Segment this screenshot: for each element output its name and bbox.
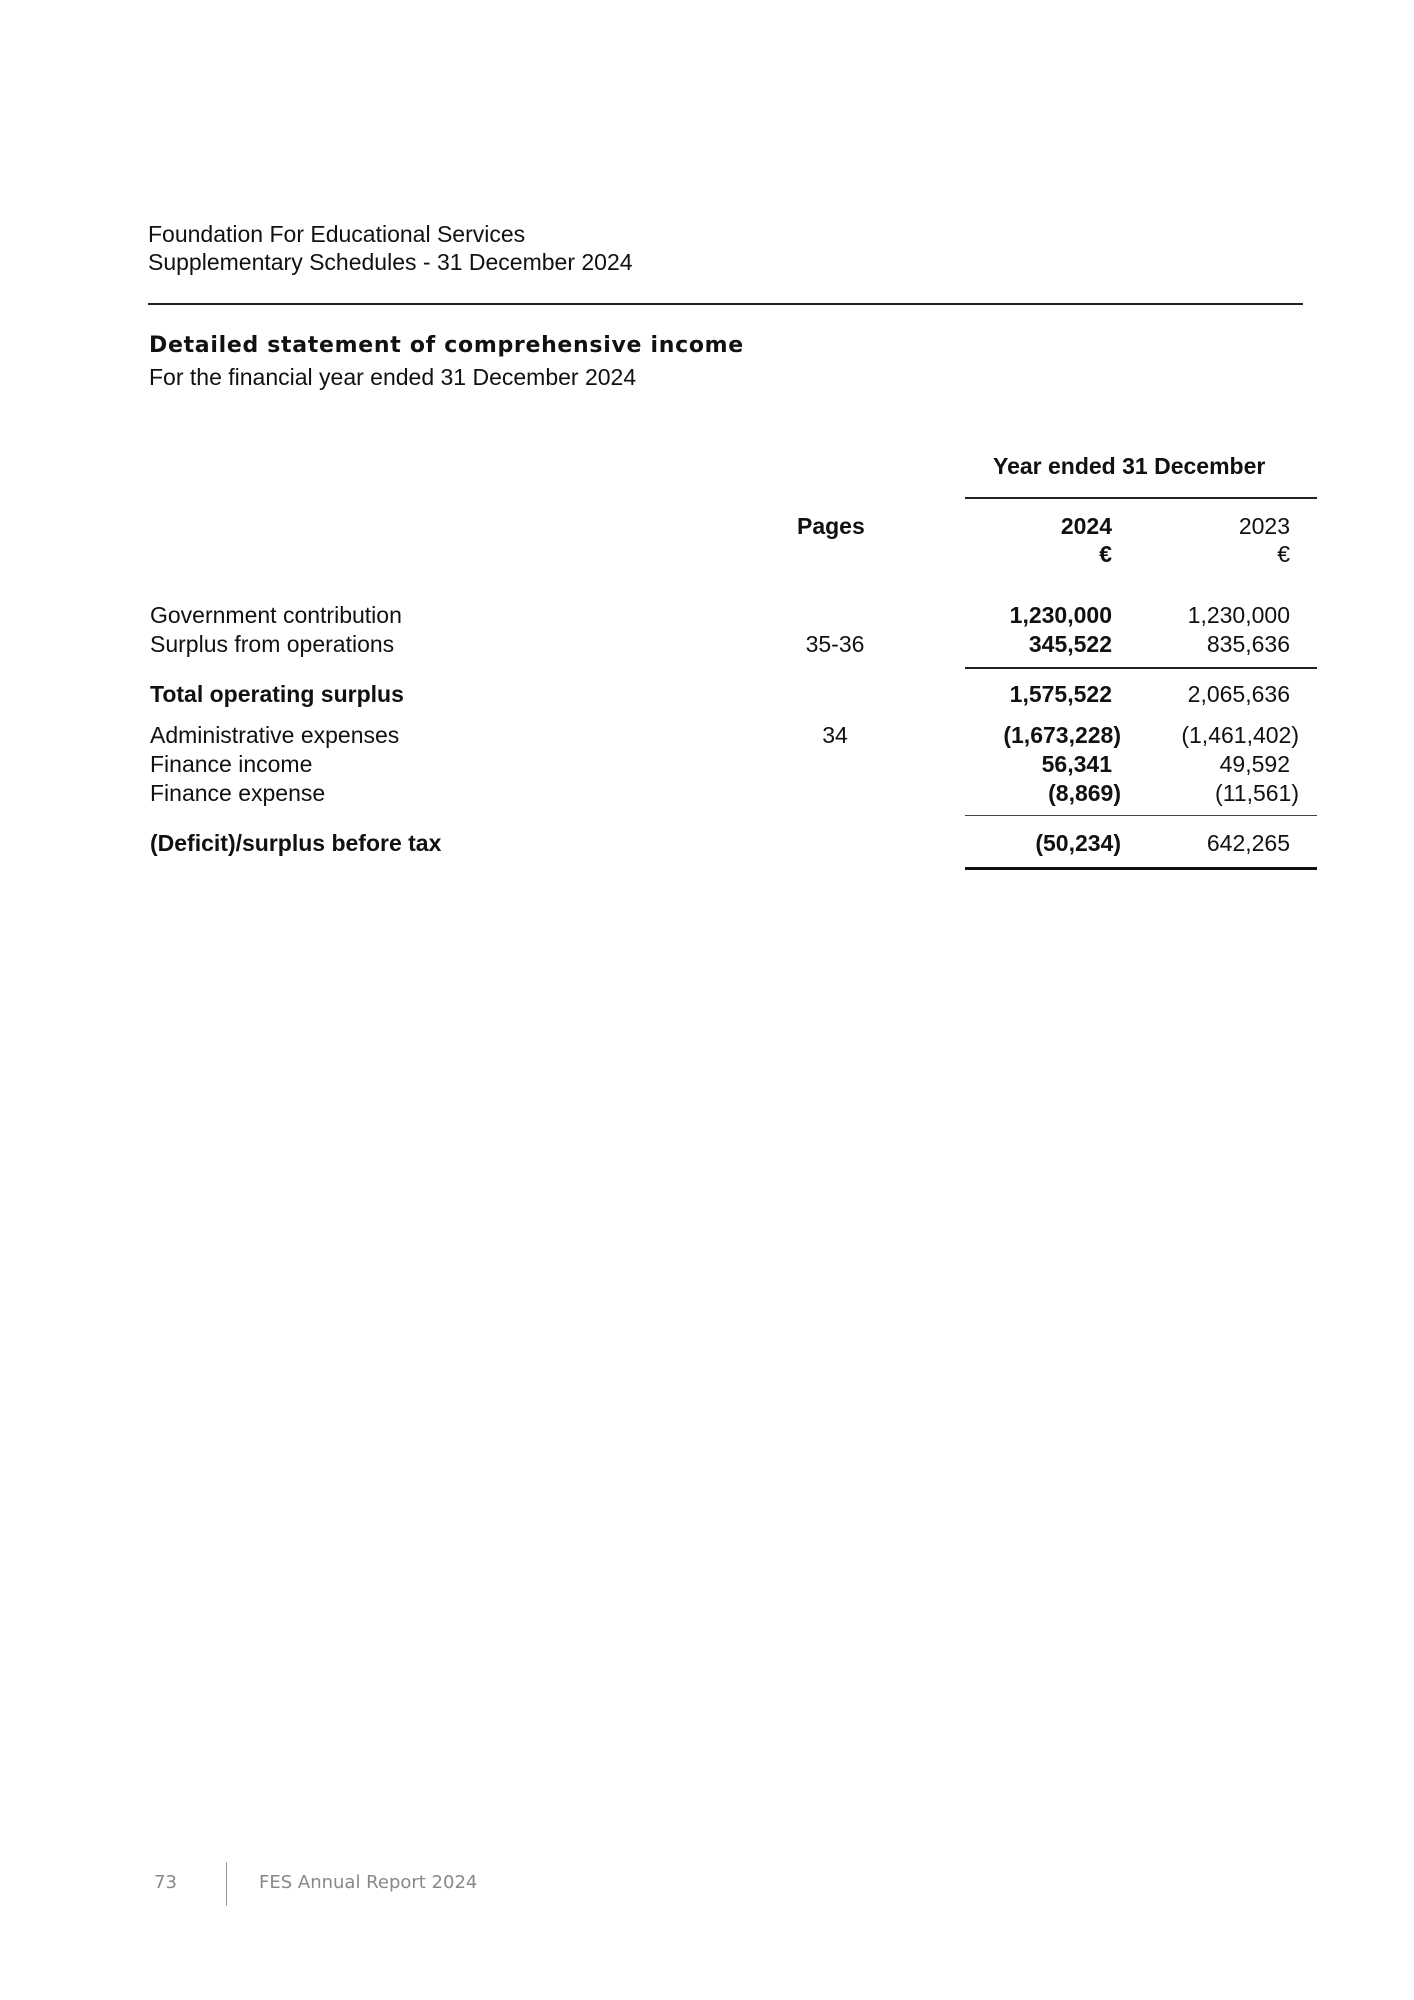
currency-prior: € bbox=[1277, 541, 1290, 567]
statement-subtitle: For the financial year ended 31 December 2024 bbox=[149, 364, 637, 390]
row-prior: 835,636 bbox=[1206, 631, 1290, 657]
total-rule bbox=[965, 867, 1317, 870]
row-label: Administrative expenses bbox=[150, 722, 400, 748]
year-prior-heading: 2023 bbox=[1238, 513, 1290, 539]
row-label: (Deficit)/surplus before tax bbox=[150, 830, 442, 856]
row-current: 1,575,522 bbox=[1009, 681, 1112, 707]
footer-divider bbox=[226, 1862, 227, 1906]
subtotal-rule bbox=[965, 815, 1317, 816]
row-current: 345,522 bbox=[1028, 631, 1112, 657]
row-prior: 2,065,636 bbox=[1187, 681, 1290, 707]
subtotal-rule bbox=[965, 667, 1317, 669]
row-current: (50,234) bbox=[1035, 830, 1121, 856]
header-divider bbox=[148, 303, 1303, 305]
row-current: 1,230,000 bbox=[1009, 602, 1112, 628]
row-label: Finance income bbox=[150, 751, 313, 777]
row-prior: (1,461,402) bbox=[1181, 722, 1299, 748]
row-current: (1,673,228) bbox=[1003, 722, 1121, 748]
row-prior: 49,592 bbox=[1219, 751, 1290, 777]
pages-heading: Pages bbox=[797, 513, 865, 539]
row-label: Finance expense bbox=[150, 780, 326, 806]
row-pages: 34 bbox=[822, 722, 848, 748]
year-current-heading: 2024 bbox=[1060, 513, 1112, 539]
row-prior: (11,561) bbox=[1215, 780, 1299, 806]
statement-title: Detailed statement of comprehensive income bbox=[149, 333, 744, 358]
schedule-title: Supplementary Schedules - 31 December 2024 bbox=[148, 249, 633, 275]
report-title: FES Annual Report 2024 bbox=[259, 1872, 478, 1893]
currency-current: € bbox=[1099, 541, 1112, 567]
page-number: 73 bbox=[154, 1872, 177, 1893]
period-underline bbox=[965, 497, 1317, 499]
row-prior: 642,265 bbox=[1206, 830, 1290, 856]
period-heading: Year ended 31 December bbox=[993, 453, 1266, 479]
row-current: 56,341 bbox=[1041, 751, 1112, 777]
row-pages: 35-36 bbox=[805, 631, 865, 657]
row-current: (8,869) bbox=[1048, 780, 1121, 806]
row-label: Surplus from operations bbox=[150, 631, 395, 657]
row-prior: 1,230,000 bbox=[1187, 602, 1290, 628]
row-label: Total operating surplus bbox=[150, 681, 404, 707]
row-label: Government contribution bbox=[150, 602, 402, 628]
organisation-name: Foundation For Educational Services bbox=[148, 221, 526, 247]
